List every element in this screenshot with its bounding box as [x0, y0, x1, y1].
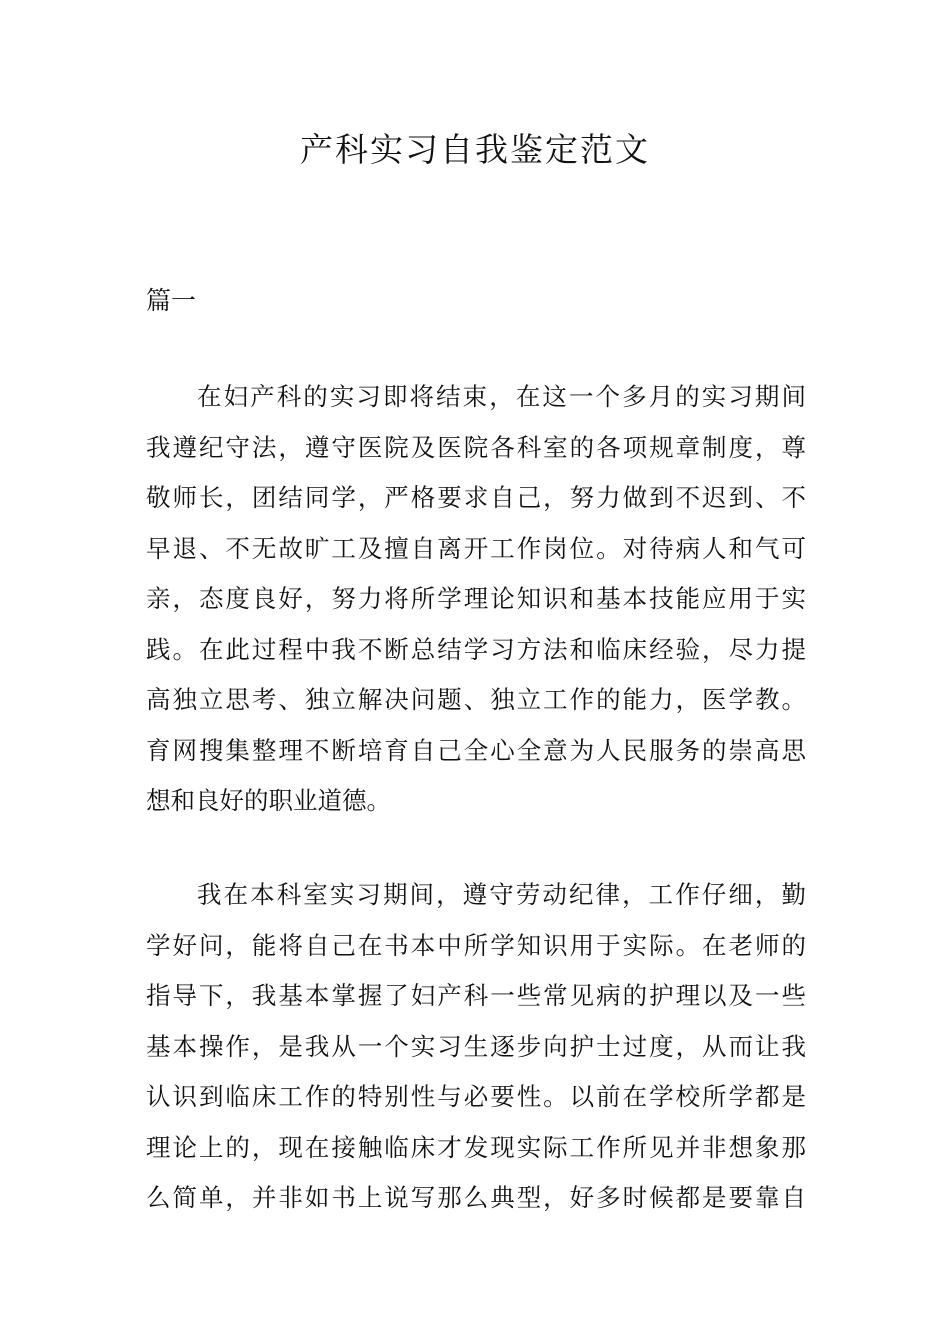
paragraph-line: 亲，态度良好，努力将所学理论知识和基本技能应用于实: [146, 584, 806, 613]
paragraph-line: 认识到临床工作的特别性与必要性。以前在学校所学都是: [146, 1082, 806, 1111]
paragraph-line: 想和良好的职业道德。: [146, 786, 391, 815]
paragraph-line: 学好问，能将自己在书本中所学知识用于实际。在老师的: [146, 930, 806, 960]
paragraph-line: 我遵纪守法，遵守医院及医院各科室的各项规章制度，尊: [146, 432, 806, 462]
paragraph-line: 在妇产科的实习即将结束，在这一个多月的实习期间: [197, 382, 806, 411]
paragraph-2: [146, 870, 806, 1224]
paragraph-line: 育网搜集整理不断培育自己全心全意为人民服务的崇高思: [146, 735, 806, 765]
paragraph-line: 指导下，我基本掌握了妇产科一些常见病的护理以及一些: [146, 981, 806, 1010]
document-title: 产科实习自我鉴定范文: [300, 130, 650, 169]
paragraph-line: 早退、不无故旷工及擅自离开工作岗位。对待病人和气可: [146, 533, 806, 563]
paragraph-line: 敬师长，团结同学，严格要求自己，努力做到不迟到、不: [146, 483, 806, 512]
paragraph-line: 高独立思考、独立解决问题、独立工作的能力，医学教。: [146, 685, 806, 714]
paragraph-line: 么简单，并非如书上说写那么典型，好多时候都是要靠自: [146, 1183, 806, 1212]
paragraph-1: [146, 372, 806, 827]
section-heading: 篇一: [146, 286, 197, 315]
paragraph-line: 我在本科室实习期间，遵守劳动纪律，工作仔细，勤: [197, 880, 806, 909]
paragraph-line: 践。在此过程中我不断总结学习方法和临床经验，尽力提: [146, 634, 806, 664]
paragraph-line: 基本操作，是我从一个实习生逐步向护士过度，从而让我: [146, 1031, 806, 1061]
paragraph-line: 理论上的，现在接触临床才发现实际工作所见并非想象那: [146, 1132, 806, 1162]
